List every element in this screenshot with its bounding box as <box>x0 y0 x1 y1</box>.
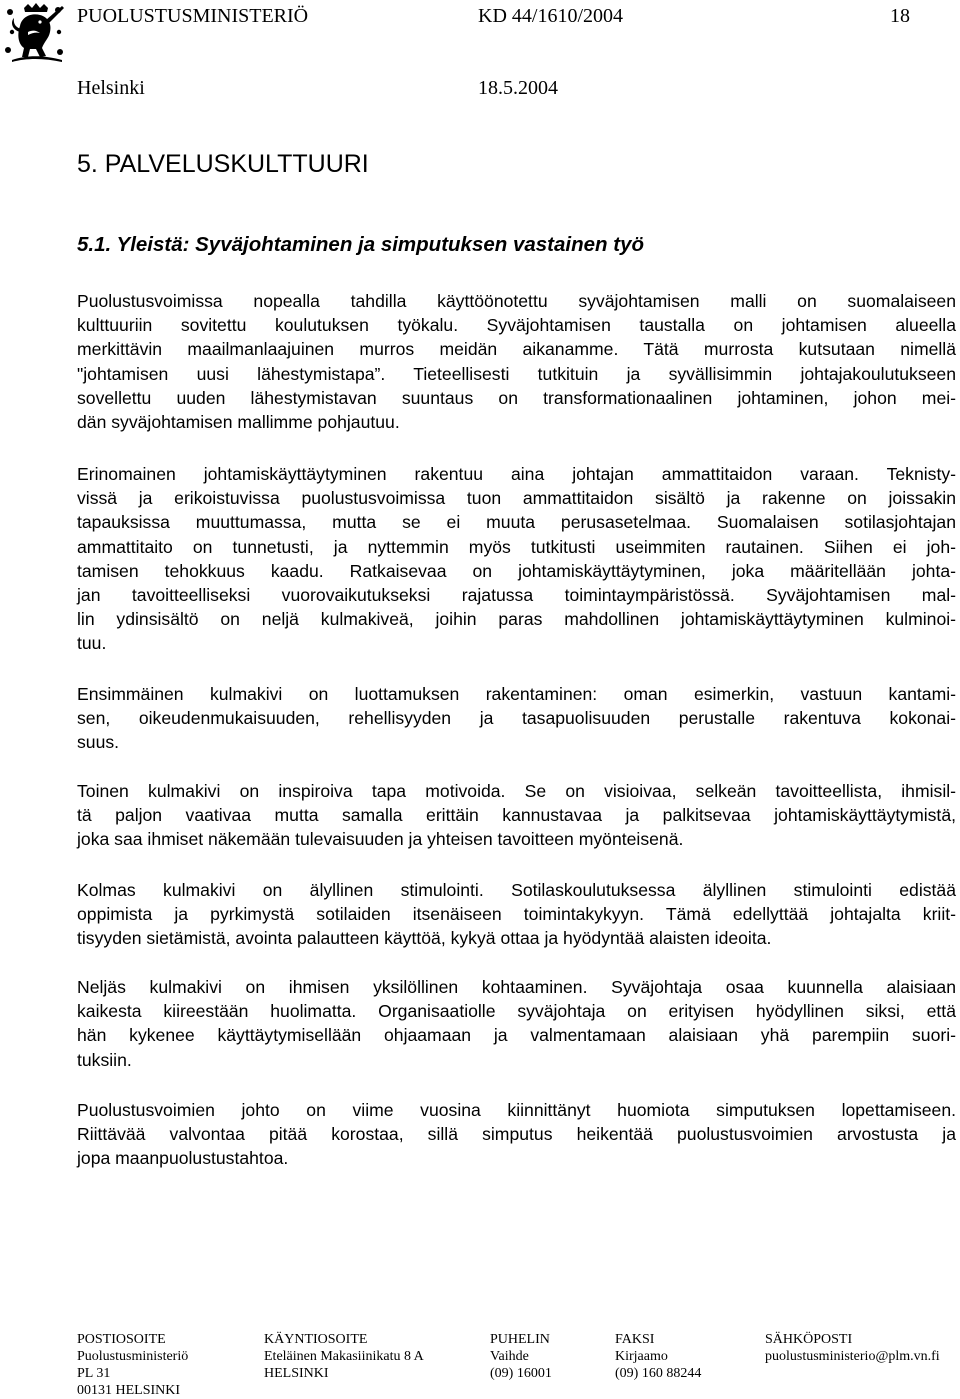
city: Helsinki <box>77 77 145 99</box>
text-line: dän syväjohtamisen mallimme pohjautuu. <box>77 412 400 433</box>
text-line: Toinen kulmakivi on inspiroiva tapa motivoida. Se on visioivaa, selkeän tavoitteellista, ihmisil- <box>77 781 956 801</box>
text-line: oppimista ja pyrkimystä sotilaiden itsenäiseen toimintakykyyn. Tämä edellyttää johtajalta kriit- <box>77 904 956 925</box>
footer-line: Eteläinen Makasiinikatu 8 A <box>264 1349 424 1364</box>
text-line: kulttuuriin sovitettu koulutuksen työkalu. Syväjohtamisen taustalla on johtamisen alueella <box>77 315 956 336</box>
paragraph <box>77 878 956 951</box>
text-line: tä paljon vaativaa mutta samalla erittäin kannustavaa ja palkitsevaa johtamiskäyttäytymistä, <box>77 805 956 826</box>
text-line: tisyyden sietämistä, avointa palautteen käyttöä, kykyä ottaa ja hyödyntää alaisten ideoita. <box>77 928 772 949</box>
footer-line: Puolustusministeriö <box>77 1349 189 1364</box>
text-line: lin ydinsisältö on neljä kulmakiveä, joihin paras mahdollinen johtamiskäyttäytyminen kulminoi- <box>77 609 956 630</box>
text-line: ammattitaito on tunnetusti, ja nyttemmin myös tutkitusti useimmiten rautainen. Siihen ei joh- <box>77 536 956 557</box>
footer-line: (09) 16001 <box>490 1366 552 1381</box>
text-line: Ensimmäinen kulmakivi on luottamuksen rakentaminen: oman esimerkin, vastuun kantami- <box>77 684 956 704</box>
text-line: jopa maanpuolustustahtoa. <box>77 1148 289 1169</box>
paragraph <box>77 779 956 852</box>
text-line: vissä ja erikoistuvissa puolustusvoimissa tuon ammattitaidon sisältö ja rakenne on joissakin <box>77 488 956 509</box>
footer-line: (09) 160 88244 <box>615 1366 702 1381</box>
footer-heading: KÄYNTIOSOITE <box>264 1332 368 1347</box>
text-line: tamisen tehokkuus kaadu. Ratkaisevaa on johtamiskäyttäytyminen, joka määritellään johta- <box>77 560 956 581</box>
paragraph <box>77 289 956 434</box>
email-link[interactable]: puolustusministerio@plm.vn.fi <box>765 1349 940 1364</box>
footer-visiting-address <box>264 1331 424 1382</box>
footer-line: HELSINKI <box>264 1366 329 1381</box>
footer-line: 00131 HELSINKI <box>77 1383 181 1398</box>
text-line: suus. <box>77 732 120 753</box>
paragraph <box>77 462 956 656</box>
text-line: tuu. <box>77 633 107 654</box>
text-line: Riittävää valvontaa pitää korostaa, sillä simputus heikentää puolustusvoimien arvostusta ja <box>77 1124 956 1145</box>
footer-email <box>765 1331 940 1365</box>
text-line: kaikesta kiireestään huolimatta. Organisaatiolle syväjohtaja on erityisen hyödyllinen siksi, että <box>77 1001 956 1022</box>
footer-postal-address <box>77 1331 188 1399</box>
ministry-name: PUOLUSTUSMINISTERIÖ <box>77 5 309 27</box>
text-line: sen, oikeudenmukaisuuden, rehellisyyden ja tasapuolisuuden perustalle rakentuva kokonai- <box>77 708 956 729</box>
footer-heading: FAKSI <box>615 1332 655 1347</box>
document-reference: KD 44/1610/2004 <box>478 5 623 27</box>
footer-phone <box>490 1331 552 1382</box>
footer-heading: POSTIOSOITE <box>77 1332 166 1347</box>
text-line: joka saa ihmiset näkemään tulevaisuuden ja yhteisen tavoitteen myönteisenä. <box>77 829 684 850</box>
footer-fax <box>615 1331 701 1382</box>
footer-line: Kirjaamo <box>615 1349 668 1364</box>
coat-of-arms-logo <box>2 2 68 62</box>
text-line: "johtamisen uusi lähestymistapa”. Tieteellisesti tutkituin ja syvällisimmin johtajakoulutukseen <box>77 363 956 384</box>
chapter-title: 5. PALVELUSKULTTUURI <box>77 150 369 178</box>
page-number: 18 <box>890 5 910 27</box>
footer-heading: SÄHKÖPOSTI <box>765 1332 853 1347</box>
text-line: jan tavoitteelliseksi vuorovaikutukseksi rajatussa toimintaympäristössä. Syväjohtamisen mal- <box>77 585 956 606</box>
footer-line: PL 31 <box>77 1366 111 1381</box>
text-line: Neljäs kulmakivi on ihmisen yksilöllinen kohtaaminen. Syväjohtaja osaa kuunnella alaisiaan <box>77 977 956 997</box>
text-line: Kolmas kulmakivi on älyllinen stimulointi. Sotilaskoulutuksessa älyllinen stimulointi edistää <box>77 880 956 900</box>
paragraph <box>77 682 956 755</box>
text-line: merkittävin maailmanlaajuinen murros meidän aikanamme. Tätä murrosta kutsutaan nimellä <box>77 339 956 360</box>
paragraph <box>77 975 956 1072</box>
footer-heading: PUHELIN <box>490 1332 550 1347</box>
text-line: hän kykenee käyttäytymisellään ohjaamaan ja valmentamaan alaisiaan yhä parempiin suori- <box>77 1025 956 1046</box>
section-title: 5.1. Yleistä: Syväjohtaminen ja simputuksen vastainen työ <box>77 233 644 256</box>
document-date: 18.5.2004 <box>478 77 558 99</box>
text-line: Puolustusvoimien johto on viime vuosina kiinnittänyt huomiota simputuksen lopettamiseen. <box>77 1100 956 1120</box>
text-line: sovellettu uuden lähestymistavan suuntaus on transformationaalinen johtaminen, johon mei- <box>77 387 956 408</box>
text-line: tuksiin. <box>77 1049 132 1070</box>
text-line: tapauksissa muuttumassa, mutta se ei muuta perusasetelmaa. Suomalaisen sotilasjohtajan <box>77 512 956 533</box>
footer-line: Vaihde <box>490 1349 529 1364</box>
text-line: Puolustusvoimissa nopealla tahdilla käyttöönotettu syväjohtamisen malli on suomalaiseen <box>77 291 956 311</box>
text-line: Erinomainen johtamiskäyttäytyminen rakentuu aina johtajan ammattitaidon varaan. Teknisty- <box>77 464 956 484</box>
paragraph <box>77 1098 956 1171</box>
